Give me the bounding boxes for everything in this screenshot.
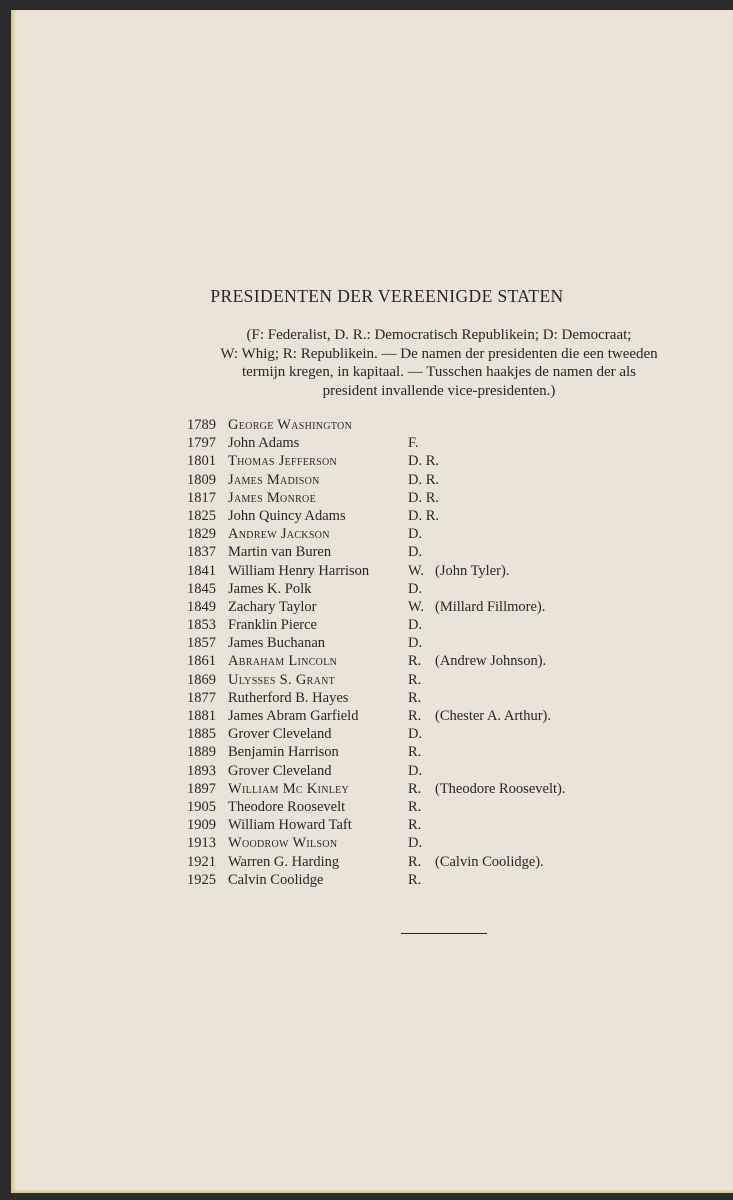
party: R. bbox=[408, 871, 422, 888]
year: 1809 bbox=[187, 471, 216, 488]
year: 1797 bbox=[187, 435, 216, 452]
list-item bbox=[187, 652, 565, 670]
president-name: William Howard Taft bbox=[228, 817, 352, 834]
list-item bbox=[187, 871, 565, 889]
year: 1849 bbox=[187, 598, 216, 615]
president-name: James Buchanan bbox=[228, 635, 326, 652]
year: 1909 bbox=[187, 817, 216, 834]
president-name: Benjamin Harrison bbox=[228, 744, 339, 761]
party: D. bbox=[408, 526, 423, 543]
list-item bbox=[187, 707, 565, 725]
president-name: William Mc Kinley bbox=[228, 780, 350, 797]
party: D. bbox=[408, 762, 423, 779]
year: 1861 bbox=[187, 653, 216, 670]
party: D. bbox=[408, 580, 423, 597]
presidents-list bbox=[187, 416, 565, 889]
year: 1801 bbox=[187, 453, 216, 470]
list-item bbox=[187, 816, 565, 834]
list-item bbox=[187, 689, 565, 707]
list-item bbox=[187, 780, 565, 798]
year: 1905 bbox=[187, 798, 216, 815]
party: W. bbox=[408, 562, 424, 579]
year: 1857 bbox=[187, 635, 216, 652]
party: D. R. bbox=[408, 489, 440, 506]
year: 1789 bbox=[187, 417, 216, 433]
list-item bbox=[187, 762, 565, 780]
list-item bbox=[187, 798, 565, 816]
list-item bbox=[187, 725, 565, 743]
list-item bbox=[187, 743, 565, 761]
intro-line: W: Whig; R: Republikein. — De namen der presidenten die een tweeden bbox=[220, 345, 658, 362]
president-name: James Madison bbox=[228, 471, 320, 488]
president-name: George Washington bbox=[228, 417, 353, 433]
intro-line: termijn kregen, in kapitaal. — Tusschen haakjes de namen der als bbox=[241, 364, 637, 380]
intro-paragraph bbox=[188, 326, 690, 400]
list-item bbox=[187, 452, 565, 470]
divider-rule bbox=[401, 933, 487, 934]
party: W. bbox=[408, 598, 424, 615]
president-name: William Henry Harrison bbox=[228, 562, 370, 579]
year: 1825 bbox=[187, 507, 216, 524]
president-name: Grover Cleveland bbox=[228, 762, 332, 779]
party: D. bbox=[408, 726, 423, 743]
year: 1925 bbox=[187, 871, 216, 888]
party: D. R. bbox=[408, 507, 440, 524]
president-name: Andrew Jackson bbox=[228, 526, 330, 543]
president-name: Thomas Jefferson bbox=[228, 453, 338, 470]
president-name: James Monroe bbox=[228, 489, 316, 506]
list-item bbox=[187, 471, 565, 489]
year: 1837 bbox=[187, 544, 216, 561]
party: R. bbox=[408, 671, 422, 688]
party: R. bbox=[408, 744, 422, 761]
year: 1881 bbox=[187, 708, 216, 724]
president-name: Martin van Buren bbox=[228, 544, 332, 561]
list-item bbox=[187, 416, 565, 434]
year: 1885 bbox=[187, 726, 216, 743]
vice-president: (John Tyler). bbox=[435, 562, 510, 579]
list-item bbox=[187, 671, 565, 689]
president-name: Grover Cleveland bbox=[228, 726, 332, 743]
intro-line: president invallende vice-presidenten.) bbox=[322, 382, 556, 399]
year: 1893 bbox=[187, 762, 216, 779]
list-item bbox=[187, 543, 565, 561]
president-name: Woodrow Wilson bbox=[228, 835, 338, 852]
list-item bbox=[187, 834, 565, 852]
list-item bbox=[187, 434, 565, 452]
year: 1913 bbox=[187, 835, 216, 852]
president-name: Abraham Lincoln bbox=[228, 653, 338, 670]
party: R. bbox=[408, 708, 422, 724]
president-name: Franklin Pierce bbox=[228, 617, 317, 634]
year: 1829 bbox=[187, 526, 216, 543]
vice-president: (Chester A. Arthur). bbox=[435, 708, 551, 724]
list-item bbox=[187, 634, 565, 652]
party: D. bbox=[408, 544, 423, 561]
year: 1845 bbox=[187, 580, 216, 597]
list-item bbox=[187, 562, 565, 580]
vice-president: (Calvin Coolidge). bbox=[435, 853, 544, 870]
list-item bbox=[187, 616, 565, 634]
party: R. bbox=[408, 817, 422, 834]
year: 1897 bbox=[187, 780, 216, 797]
party: R. bbox=[408, 853, 422, 870]
party: D. bbox=[408, 835, 423, 852]
party: F. bbox=[408, 435, 419, 452]
president-name: John Adams bbox=[228, 435, 300, 452]
year: 1889 bbox=[187, 744, 216, 761]
document-page bbox=[11, 10, 733, 1193]
president-name: Rutherford B. Hayes bbox=[228, 689, 349, 706]
list-item bbox=[187, 507, 565, 525]
president-name: John Quincy Adams bbox=[228, 507, 346, 524]
year: 1921 bbox=[187, 853, 216, 870]
year: 1817 bbox=[187, 489, 216, 506]
vice-president: (Theodore Roosevelt). bbox=[435, 780, 566, 797]
party: R. bbox=[408, 689, 422, 706]
vice-president: (Millard Fillmore). bbox=[435, 598, 546, 615]
president-name: Theodore Roosevelt bbox=[228, 798, 346, 815]
list-item bbox=[187, 489, 565, 507]
president-name: James K. Polk bbox=[228, 580, 312, 597]
list-item bbox=[187, 853, 565, 871]
year: 1869 bbox=[187, 671, 216, 688]
president-name: Warren G. Harding bbox=[228, 853, 340, 870]
vice-president: (Andrew Johnson). bbox=[435, 653, 547, 670]
party: R. bbox=[408, 798, 422, 815]
intro-line: (F: Federalist, D. R.: Democratisch Republikein; D: Democraat; bbox=[246, 327, 632, 343]
year: 1841 bbox=[187, 562, 216, 579]
year: 1853 bbox=[187, 617, 216, 634]
president-name: James Abram Garfield bbox=[228, 708, 359, 724]
list-item bbox=[187, 580, 565, 598]
party: D. bbox=[408, 635, 423, 652]
list-item bbox=[187, 598, 565, 616]
party: R. bbox=[408, 780, 422, 797]
list-item bbox=[187, 525, 565, 543]
president-name: Zachary Taylor bbox=[228, 598, 317, 615]
president-name: Calvin Coolidge bbox=[228, 871, 324, 888]
page-title: PRESIDENTEN DER VEREENIGDE STATEN bbox=[210, 286, 564, 306]
party: D. R. bbox=[408, 453, 440, 470]
party bbox=[408, 416, 435, 434]
party: D. R. bbox=[408, 471, 440, 488]
president-name: Ulysses S. Grant bbox=[228, 671, 336, 688]
year: 1877 bbox=[187, 689, 216, 706]
party: D. bbox=[408, 617, 423, 634]
party: R. bbox=[408, 653, 422, 670]
